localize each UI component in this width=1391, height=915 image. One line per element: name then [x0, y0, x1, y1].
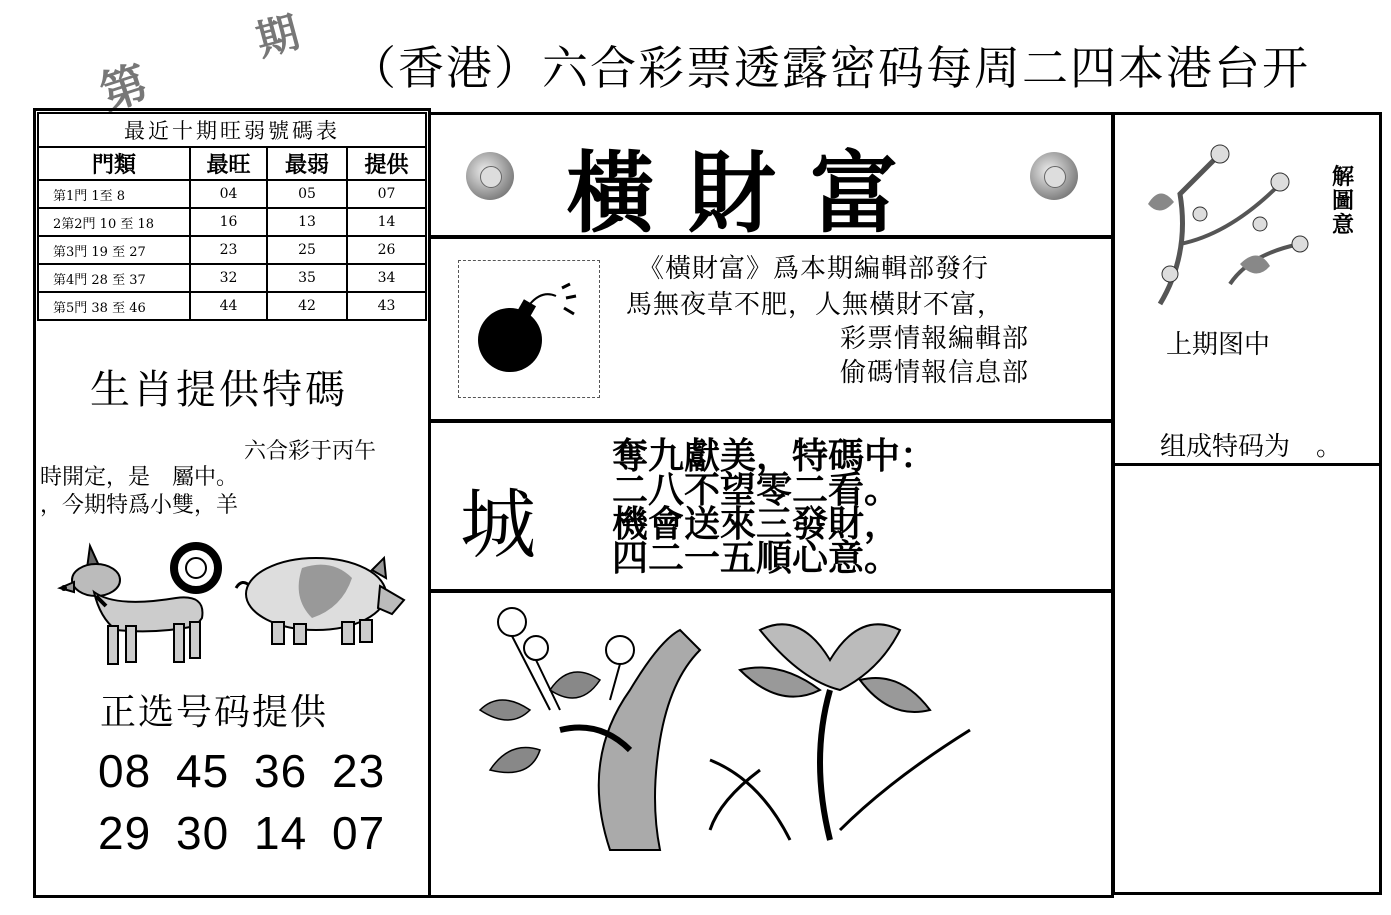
poem-key-char: 城 [460, 480, 536, 569]
picks-title: 正选号码提供 [100, 692, 329, 733]
door-range: 第5門 38 至 46 [38, 292, 190, 320]
door-range: 第4門 28 至 37 [38, 264, 190, 292]
door-range: 2第2門 10 至 18 [38, 208, 190, 236]
hot-number: 16 [190, 208, 267, 236]
issue-stamp-qi: 期 [251, 7, 305, 66]
pick-number: 36 [254, 745, 308, 797]
poem-lines [612, 436, 937, 579]
right-panel-label: 解圖意 [1332, 165, 1355, 238]
pick-number: 14 [254, 807, 308, 859]
table-row [38, 264, 426, 292]
coin-icon [466, 152, 514, 200]
table-row [38, 208, 426, 236]
table-caption: 最近十期旺弱號碼表 [38, 113, 426, 147]
issue-stamp-di: 第 [93, 55, 155, 121]
pick-number: 45 [176, 745, 230, 797]
notice-line-3: 彩票情報編輯部 [840, 324, 1030, 354]
offer-number: 43 [347, 292, 426, 320]
cold-number: 25 [267, 236, 347, 264]
pick-number: 23 [332, 745, 386, 797]
dog-illustration [56, 538, 226, 668]
cold-number: 35 [267, 264, 347, 292]
door-range: 第3門 19 至 27 [38, 236, 190, 264]
hot-cold-number-table [37, 112, 427, 321]
hot-number: 32 [190, 264, 267, 292]
hot-number: 44 [190, 292, 267, 320]
notice-line-4: 偷碼情報信息部 [840, 358, 1030, 388]
plum-branch-illustration [1140, 134, 1320, 324]
pick-number: 07 [332, 807, 386, 859]
offer-number: 07 [347, 180, 426, 208]
table-row [38, 236, 426, 264]
table-row [38, 180, 426, 208]
table-header-hot: 最旺 [190, 147, 267, 180]
banner-title: 橫財富 [566, 141, 933, 245]
notice-line-1: 《橫財富》爲本期編輯部發行 [638, 254, 990, 284]
poem-line-3: 機會送來三發財， [612, 504, 901, 545]
picks-row-2 [98, 806, 410, 860]
right-panel-caption-1: 上期图中 [1166, 330, 1271, 360]
zodiac-line-1: 六合彩于丙午 [244, 439, 377, 464]
cold-number: 42 [267, 292, 347, 320]
pick-number: 29 [98, 807, 152, 859]
zodiac-line-3: ，今期特爲小雙，羊 [40, 493, 239, 518]
table-header-offer: 提供 [347, 147, 426, 180]
coin-icon [1030, 152, 1078, 200]
flower-illustration [460, 600, 990, 860]
pick-number: 30 [176, 807, 230, 859]
table-row [38, 292, 426, 320]
offer-number: 14 [347, 208, 426, 236]
poem-line-2: 二八不望零二看。 [612, 470, 901, 511]
pick-number: 08 [98, 745, 152, 797]
picks-row-1 [98, 744, 410, 798]
table-header-door: 門類 [38, 147, 190, 180]
zodiac-line-2: 時開定，是 屬中。 [40, 465, 239, 490]
right-panel-caption-2: 组成特码为 。 [1160, 432, 1343, 462]
table-header-cold: 最弱 [267, 147, 347, 180]
poem-line-1: 奪九獻美，特碼中： [612, 436, 937, 477]
offer-number: 34 [347, 264, 426, 292]
offer-number: 26 [347, 236, 426, 264]
notice-line-2: 馬無夜草不肥，人無橫財不富， [626, 290, 1005, 320]
zodiac-title: 生肖提供特碼 [90, 367, 348, 413]
cold-number: 13 [267, 208, 347, 236]
cold-number: 05 [267, 180, 347, 208]
hot-number: 23 [190, 236, 267, 264]
door-range: 第1門 1至 8 [38, 180, 190, 208]
right-bottom-panel [1112, 463, 1382, 895]
bomb-icon [470, 280, 590, 380]
poem-line-4: 四二一五順心意。 [612, 538, 901, 579]
hot-number: 04 [190, 180, 267, 208]
pig-illustration [232, 548, 410, 648]
page-title: （香港）六合彩票透露密码每周二四本港台开 [350, 41, 1310, 95]
